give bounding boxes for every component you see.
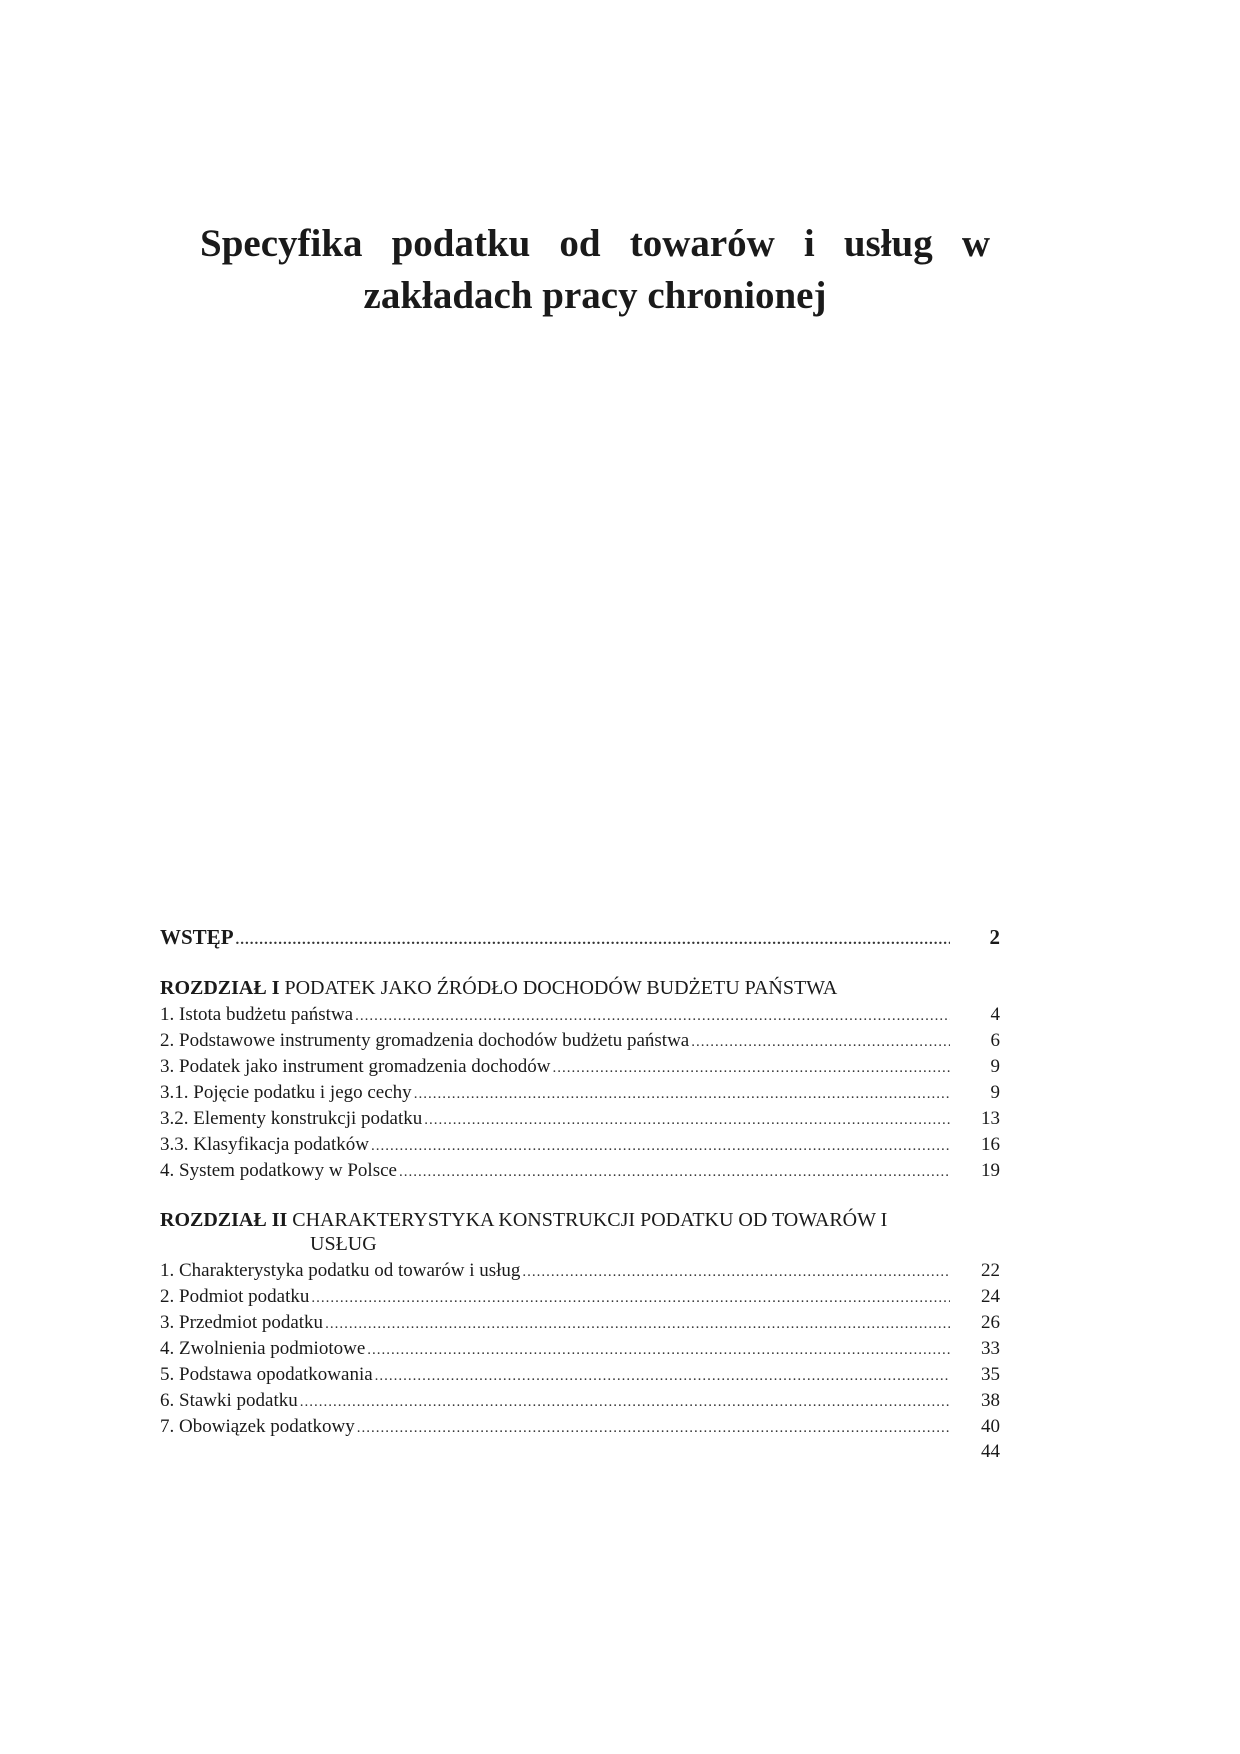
toc-leader-dots <box>552 1055 950 1081</box>
toc-entry-page: 24 <box>981 1286 1000 1307</box>
toc-entry-page: 2 <box>989 925 1000 949</box>
toc-entry-intro[interactable] <box>160 922 1000 952</box>
toc-leader-dots <box>414 1081 950 1107</box>
table-of-contents <box>160 900 1000 1464</box>
toc-entry-page: 33 <box>981 1338 1000 1359</box>
toc-trailing-page-number: 44 <box>981 1441 1000 1462</box>
toc-entry[interactable] <box>160 1336 1000 1362</box>
toc-leader-dots <box>371 1133 950 1159</box>
toc-entry-label: 4. Zwolnienia podmiotowe <box>160 1338 366 1359</box>
toc-entry-label: 2. Podstawowe instrumenty gromadzenia dochodów budżetu państwa <box>160 1030 690 1051</box>
toc-entry-label: 2. Podmiot podatku <box>160 1286 310 1307</box>
chapter-2-title: CHARAKTERYSTYKA KONSTRUKCJI PODATKU OD TOWARÓW I <box>292 1209 888 1231</box>
toc-entry-page: 35 <box>981 1364 1000 1385</box>
toc-entry-label: 7. Obowiązek podatkowy <box>160 1416 355 1437</box>
toc-entry-label: 3.1. Pojęcie podatku i jego cechy <box>160 1082 412 1103</box>
toc-entry[interactable] <box>160 1158 1000 1184</box>
toc-entry-page: 40 <box>981 1416 1000 1437</box>
toc-entry-label: 6. Stawki podatku <box>160 1390 298 1411</box>
chapter-1-title: PODATEK JAKO ŹRÓDŁO DOCHODÓW BUDŻETU PAŃSTWA <box>284 977 838 999</box>
toc-entry-label: WSTĘP <box>160 925 234 949</box>
toc-entry-label: 1. Charakterystyka podatku od towarów i usług <box>160 1260 521 1281</box>
toc-entry-page: 4 <box>990 1004 1000 1025</box>
toc-leader-dots <box>236 925 950 955</box>
toc-entry-page: 38 <box>981 1390 1000 1411</box>
toc-entry-page: 6 <box>990 1030 1000 1051</box>
toc-entry-page: 26 <box>981 1312 1000 1333</box>
toc-entry[interactable] <box>160 1132 1000 1158</box>
toc-entry-page: 19 <box>981 1160 1000 1181</box>
toc-leader-dots <box>325 1311 950 1337</box>
title-line-1: Specyfika podatku od towarów i usług w <box>200 222 990 265</box>
chapter-2-title-continued: USŁUG <box>310 1233 377 1255</box>
toc-leader-dots <box>355 1003 950 1029</box>
toc-leader-dots <box>522 1259 950 1285</box>
toc-leader-dots <box>311 1285 950 1311</box>
chapter-2-number: ROZDZIAŁ II <box>160 1209 288 1231</box>
toc-entry-page: 9 <box>990 1056 1000 1077</box>
toc-entry-label: 3. Przedmiot podatku <box>160 1312 324 1333</box>
document-title <box>200 218 990 322</box>
toc-leader-dots <box>300 1389 950 1415</box>
toc-entry-label: 4. System podatkowy w Polsce <box>160 1160 397 1181</box>
toc-entry[interactable] <box>160 1362 1000 1388</box>
toc-entry-label: 3.3. Klasyfikacja podatków <box>160 1134 369 1155</box>
toc-entry[interactable] <box>160 1002 1000 1028</box>
toc-entry[interactable] <box>160 1258 1000 1284</box>
chapter-2-entries <box>160 1258 1000 1464</box>
toc-entry[interactable] <box>160 1028 1000 1054</box>
toc-leader-dots <box>691 1029 950 1055</box>
toc-entry-page: 16 <box>981 1134 1000 1155</box>
toc-leader-dots <box>399 1159 950 1185</box>
chapter-1-entries <box>160 1002 1000 1184</box>
toc-entry-label: 3.2. Elementy konstrukcji podatku <box>160 1108 423 1129</box>
toc-entry-page: 9 <box>990 1082 1000 1103</box>
title-line-2: zakładach pracy chronionej <box>363 274 827 317</box>
chapter-2-heading <box>160 1208 1000 1256</box>
toc-entry-label: 1. Istota budżetu państwa <box>160 1004 354 1025</box>
toc-leader-dots <box>367 1337 950 1363</box>
toc-entry[interactable] <box>160 1080 1000 1106</box>
toc-leader-dots <box>424 1107 950 1133</box>
toc-leader-dots <box>375 1363 950 1389</box>
toc-entry-label: 5. Podstawa opodatkowania <box>160 1364 373 1385</box>
toc-leader-dots <box>357 1415 950 1441</box>
chapter-1-number: ROZDZIAŁ I <box>160 977 280 999</box>
toc-entry[interactable] <box>160 1414 1000 1440</box>
chapter-1-heading <box>160 976 1000 1000</box>
toc-entry[interactable] <box>160 1284 1000 1310</box>
toc-entry-page: 13 <box>981 1108 1000 1129</box>
toc-entry-label: 3. Podatek jako instrument gromadzenia dochodów <box>160 1056 551 1077</box>
toc-entry[interactable] <box>160 1106 1000 1132</box>
toc-trailing-page <box>160 1440 1000 1464</box>
toc-entry-page: 22 <box>981 1260 1000 1281</box>
toc-entry[interactable] <box>160 1054 1000 1080</box>
toc-entry[interactable] <box>160 1310 1000 1336</box>
toc-entry[interactable] <box>160 1388 1000 1414</box>
